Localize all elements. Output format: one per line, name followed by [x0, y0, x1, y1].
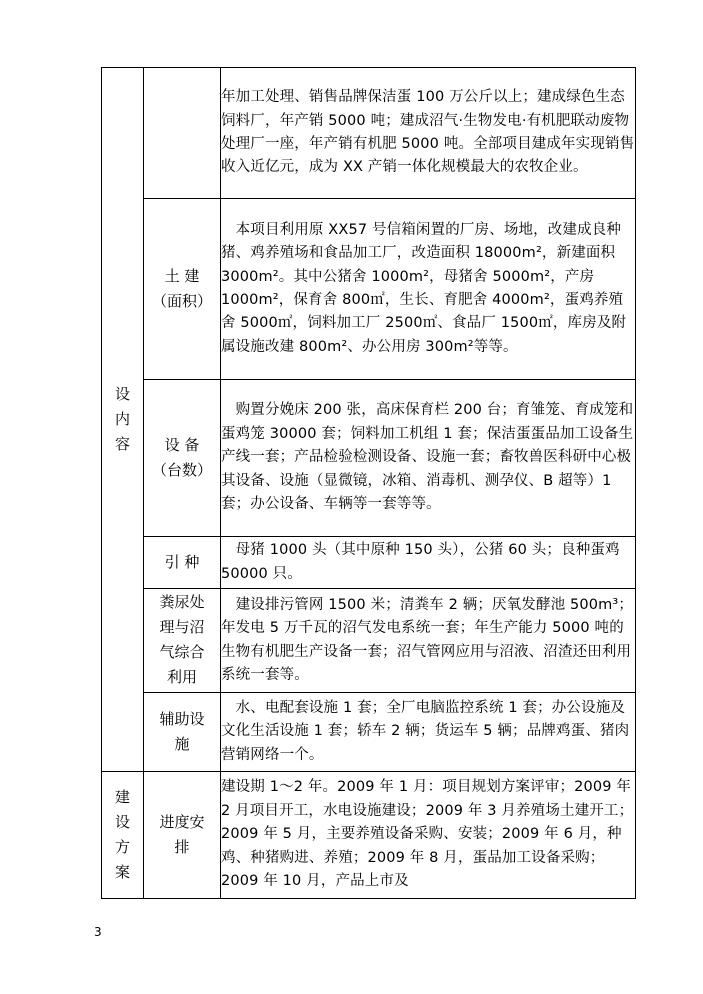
row-label-schedule: 进度安排	[159, 812, 205, 856]
row-content-civil: 本项目利用原 XX57 号信箱闲置的厂房、场地，改建成良种猪、鸡养殖场和食品加工厂，改造面积 18000m²，新建面积 3000m²。其中公猪舍 1000m²，母猪舍 5000m²，产房 1000m²，保育舍 800㎡，生长、育肥舍 4000m²，蛋鸡养殖舍 5000㎡，饲料加工厂 2500㎡、食品厂 1500㎡，库房及附属设施改建 800m²、办公用房 300m²等等。	[221, 199, 636, 380]
table-row-breeding	[102, 537, 636, 589]
row-label-cell	[144, 693, 221, 772]
project-table	[101, 67, 656, 899]
row-label-cell	[144, 589, 221, 693]
table-row-auxiliary	[102, 693, 636, 772]
table-row-civil	[102, 199, 636, 380]
section-label-cell	[102, 772, 144, 899]
section-label-construction-content: 设内容	[114, 384, 130, 453]
row-label-breeding: 引 种	[164, 553, 200, 571]
row-label-cell	[144, 68, 221, 199]
row-content-auxiliary: 水、电配套设施 1 套；全厂电脑监控系统 1 套；办公设施及文化生活设施 1 套；轿车 2 辆；货运车 5 辆；品牌鸡蛋、猪肉营销网络一个。	[221, 693, 636, 772]
row-label-civil: 土 建	[164, 267, 200, 285]
row-label-auxiliary: 辅助设施	[159, 709, 205, 753]
table-row-equipment	[102, 380, 636, 537]
row-label-equipment: 设 备	[164, 436, 200, 454]
row-content-equipment: 购置分娩床 200 张，高床保育栏 200 台；育雏笼、育成笼和蛋鸡笼 30000 套；饲料加工机组 1 套；保洁蛋蛋品加工设备生产线一套；产品检验检测设备、设施一套；畜牧兽医科研中心极其设备、设施（显微镜，冰箱、消毒机、测孕仪、B 超等）1 套；办公设备、车辆等一套等等。	[221, 380, 636, 537]
section-label-construction-plan: 建设方案	[114, 787, 130, 881]
row-label-cell	[144, 380, 221, 537]
table-row-schedule	[102, 772, 636, 899]
table-row-manure	[102, 589, 636, 693]
row-content-scale: 年加工处理、销售品牌保洁蛋 100 万公斤以上；建成绿色生态饲料厂，年产销 5000 吨；建成沼气·生物发电·有机肥联动废物处理厂一座，年产销有机肥 5000 吨。全部项目建成年实现销售收入近亿元，成为 XX 产销一体化规模最大的农牧企业。	[221, 68, 636, 199]
table-row-scale	[102, 68, 636, 199]
row-label-cell	[144, 199, 221, 380]
row-label-cell	[144, 772, 221, 899]
row-content-manure: 建设排污管网 1500 米；清粪车 2 辆；厌氧发酵池 500m³；年发电 5 万千瓦的沼气发电系统一套；年生产能力 5000 吨的生物有机肥生产设备一套；沼气管网应用与沼液、沼渣还田利用系统一套等。	[221, 589, 636, 693]
page-number: 3	[94, 925, 102, 939]
row-label-cell	[144, 537, 221, 589]
section-label-cell	[102, 68, 144, 772]
row-content-schedule: 建设期 1～2 年。2009 年 1 月：项目规划方案评审；2009 年 2 月项目开工，水电设施建设；2009 年 3 月养殖场土建开工； 2009 年 5 月，主要养殖设备采购、安装；2009 年 6 月，种鸡、种猪购进、养殖；2009 年 8 月，蛋品加工设备采购；2009 年 10 月，产品上市及	[221, 772, 636, 899]
row-label-civil-unit: （面积）	[151, 292, 212, 310]
row-content-breeding: 母猪 1000 头（其中原种 150 头），公猪 60 头；良种蛋鸡 50000 只。	[221, 537, 636, 589]
row-label-equipment-unit: （台数）	[151, 461, 212, 479]
row-label-manure: 粪尿处理与沼气综合利用	[159, 593, 205, 687]
